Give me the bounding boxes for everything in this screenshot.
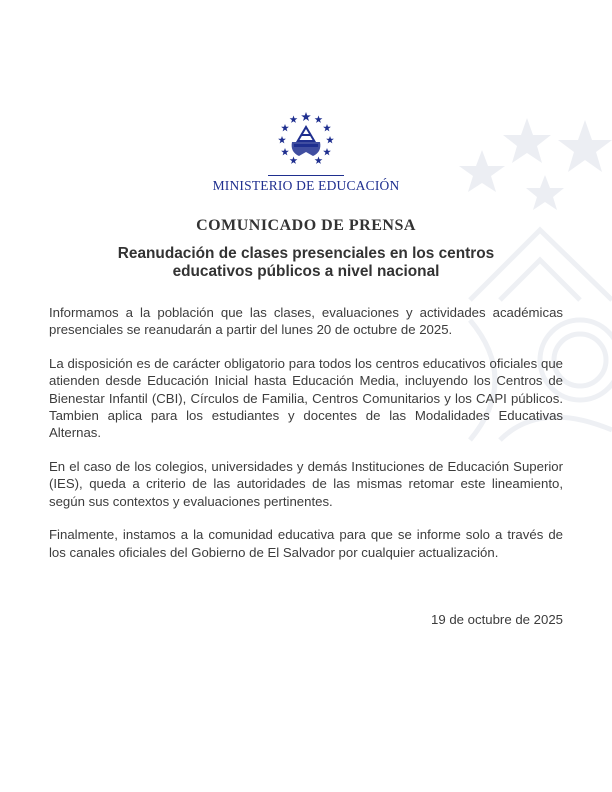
press-release-headline — [60, 245, 552, 282]
body-paragraph: Finalmente, instamos a la comunidad educativa para que se informe solo a través de los canales oficiales del Gobierno de El Salvador por cualquier actualización. — [49, 527, 563, 560]
body-paragraph: La disposición es de carácter obligatorio para todos los centros educativos oficiales que atienden desde Educación Inicial hasta Educación Media, incluyendo los Centros de Bienestar Infantil (CBI), Círculos de Familia, Centros Comunitarios y los CAPI públicos. Tambien aplica para los estudiantes y docentes de las Modalidades Educativas Alternas. — [49, 356, 563, 441]
release-date: 19 de octubre de 2025 — [431, 612, 563, 627]
headline-line-2: educativos públicos a nivel nacional — [172, 263, 440, 281]
watermark-star-icon — [558, 120, 612, 172]
body-paragraph: En el caso de los colegios, universidades y demás Instituciones de Educación Superior (IES), queda a criterio de las autoridades de las mismas retomar este lineamiento, según sus contextos y evaluaciones pertinentes. — [49, 458, 563, 509]
body-paragraph: Informamos a la población que las clases, evaluaciones y actividades académicas presenciales se reanudarán a partir del lunes 20 de octubre de 2025. — [49, 305, 563, 338]
watermark-star-icon — [503, 118, 551, 163]
ministry-divider — [268, 175, 344, 176]
ministry-name: MINISTERIO DE EDUCACIÓN — [212, 178, 400, 193]
coat-of-arms-icon — [277, 108, 335, 166]
headline-line-1: Reanudación de clases presenciales en los centros — [117, 245, 495, 262]
press-release-title: COMUNICADO DE PRENSA — [196, 217, 416, 234]
press-release-body — [49, 304, 563, 577]
